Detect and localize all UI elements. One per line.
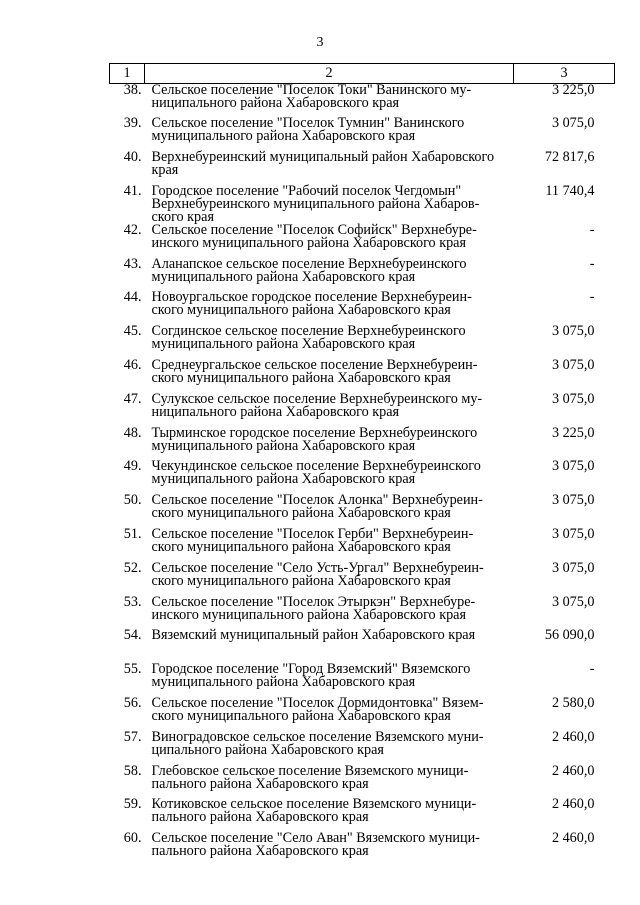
table-row: [110, 258, 615, 292]
table-row: [110, 494, 615, 528]
row-number: 56.: [123, 695, 142, 712]
row-name: Среднеургальское сельское поселение Верхнебуреин- ского муниципального района Хабаровского края: [151, 357, 478, 387]
row-number: 48.: [123, 424, 142, 441]
row-amount: 56 090,0: [544, 627, 595, 644]
row-number: 57.: [123, 728, 142, 745]
row-name: Сельское поселение "Поселок Дормидонтовка" Вязем- ского муниципального района Хабаровского края: [151, 695, 484, 725]
row-amount: -: [589, 661, 595, 678]
row-amount: 3 075,0: [551, 559, 595, 576]
table-row: [110, 697, 615, 731]
row-number: 45.: [123, 323, 142, 340]
row-number: 39.: [123, 115, 142, 132]
table-row: [110, 765, 615, 799]
table-row: [110, 731, 615, 765]
row-name: Сельское поселение "Поселок Тумнин" Ванинского муниципального района Хабаровского края: [151, 115, 465, 145]
row-amount: -: [589, 221, 595, 238]
row-name: Городское поселение "Рабочий поселок Чегдомын" Верхнебуреинского муниципального района Хабаров- ского края: [151, 182, 480, 225]
row-name: Верхнебуреинский муниципальный район Хабаровского края: [151, 149, 495, 179]
table-row: [110, 224, 615, 258]
row-name: Тырминское городское поселение Верхнебуреинского муниципального района Хабаровского края: [151, 424, 478, 454]
row-number: 58.: [123, 762, 142, 779]
row-amount: 72 817,6: [544, 149, 595, 166]
row-number: 43.: [123, 255, 142, 272]
table-row: [110, 185, 615, 224]
row-name: Чекундинское сельское поселение Верхнебуреинского муниципального района Хабаровского края: [151, 458, 481, 488]
row-name: Сельское поселение "Село Аван" Вяземского муници- пального района Хабаровского края: [151, 830, 480, 860]
table-row: [110, 528, 615, 562]
header-col-name: 2: [145, 64, 514, 84]
row-number: 60.: [123, 830, 142, 847]
row-name: Аланапское сельское поселение Верхнебуреинского муниципального района Хабаровского края: [151, 255, 467, 285]
table-row: [110, 359, 615, 393]
table-row: [110, 427, 615, 461]
row-amount: 3 075,0: [551, 593, 595, 610]
row-name: Новоургальское городское поселение Верхнебуреин- ского муниципального района Хабаровского края: [151, 289, 472, 319]
row-amount: 3 075,0: [551, 458, 595, 475]
row-name: Сельское поселение "Поселок Этыркэн" Верхнебуре- инского муниципального района Хабаровского края: [151, 593, 476, 623]
row-name: Сулукское сельское поселение Верхнебуреинского му- ниципального района Хабаровского края: [151, 390, 483, 420]
table-row: [110, 832, 615, 866]
row-amount: 3 075,0: [551, 115, 595, 132]
table-row: [110, 84, 615, 118]
table-row: [110, 629, 615, 663]
table-row: [110, 291, 615, 325]
row-amount: 2 460,0: [551, 728, 595, 745]
table-row: [110, 151, 615, 185]
row-name: Виноградовское сельское поселение Вяземского муни- ципального района Хабаровского края: [151, 728, 484, 758]
row-amount: 3 075,0: [551, 323, 595, 340]
row-amount: 2 580,0: [551, 695, 595, 712]
row-amount: 3 075,0: [551, 357, 595, 374]
table-row: [110, 460, 615, 494]
table-row: [110, 798, 615, 832]
row-number: 44.: [123, 289, 142, 306]
row-number: 54.: [123, 627, 142, 644]
row-amount: 3 075,0: [551, 390, 595, 407]
row-name: Сельское поселение "Село Усть-Ургал" Верхнебуреин- ского муниципального района Хабаровского края: [151, 559, 484, 589]
table-row: [110, 562, 615, 596]
row-name: Сельское поселение "Поселок Токи" Ванинского му- ниципального района Хабаровского края: [151, 82, 472, 111]
row-number: 50.: [123, 492, 142, 509]
row-amount: 2 460,0: [551, 762, 595, 779]
table-row: [110, 596, 615, 630]
table-row: [110, 663, 615, 697]
row-number: 52.: [123, 559, 142, 576]
row-amount: 3 075,0: [551, 492, 595, 509]
row-number: 38.: [123, 82, 142, 98]
table-row: [110, 393, 615, 427]
table-row: [110, 117, 615, 151]
row-number: 53.: [123, 593, 142, 610]
row-amount: 3 225,0: [551, 82, 595, 98]
header-col-number: 1: [110, 64, 145, 84]
row-amount: 11 740,4: [545, 182, 595, 199]
header-row: [110, 64, 615, 84]
row-number: 59.: [123, 796, 142, 813]
row-number: 42.: [123, 221, 142, 238]
header-col-amount: 3: [514, 64, 615, 84]
table-body: [110, 84, 615, 867]
row-number: 40.: [123, 149, 142, 166]
row-number: 51.: [123, 526, 142, 543]
table-header: [110, 64, 615, 84]
row-name: Сельское поселение "Поселок Герби" Верхнебуреин- ского муниципального района Хабаровского края: [151, 526, 474, 556]
row-amount: -: [589, 255, 595, 272]
row-name: Глебовское сельское поселение Вяземского муници- пального района Хабаровского края: [151, 762, 469, 792]
row-name: Сельское поселение "Поселок Алонка" Верхнебуреин- ского муниципального района Хабаровского края: [151, 492, 483, 522]
table-row: [110, 325, 615, 359]
row-amount: 2 460,0: [551, 830, 595, 847]
row-name: Сельское поселение "Поселок Софийск" Верхнебуре- инского муниципального района Хабаровского края: [151, 221, 477, 251]
page-number: 3: [316, 35, 324, 50]
row-number: 46.: [123, 357, 142, 374]
row-number: 49.: [123, 458, 142, 475]
row-name: Котиковское сельское поселение Вяземского муници- пального района Хабаровского края: [151, 796, 477, 826]
row-name: Городское поселение "Город Вяземский" Вяземского муниципального района Хабаровского края: [151, 661, 471, 691]
row-name: Согдинское сельское поселение Верхнебуреинского муниципального района Хабаровского края: [151, 323, 466, 353]
row-amount: 3 075,0: [551, 526, 595, 543]
row-name: Вяземский муниципальный район Хабаровского края: [151, 627, 476, 644]
row-number: 41.: [123, 182, 142, 199]
row-amount: 3 225,0: [551, 424, 595, 441]
allocation-table: [109, 63, 615, 866]
row-amount: 2 460,0: [551, 796, 595, 813]
row-number: 47.: [123, 390, 142, 407]
row-amount: -: [589, 289, 595, 306]
row-number: 55.: [123, 661, 142, 678]
